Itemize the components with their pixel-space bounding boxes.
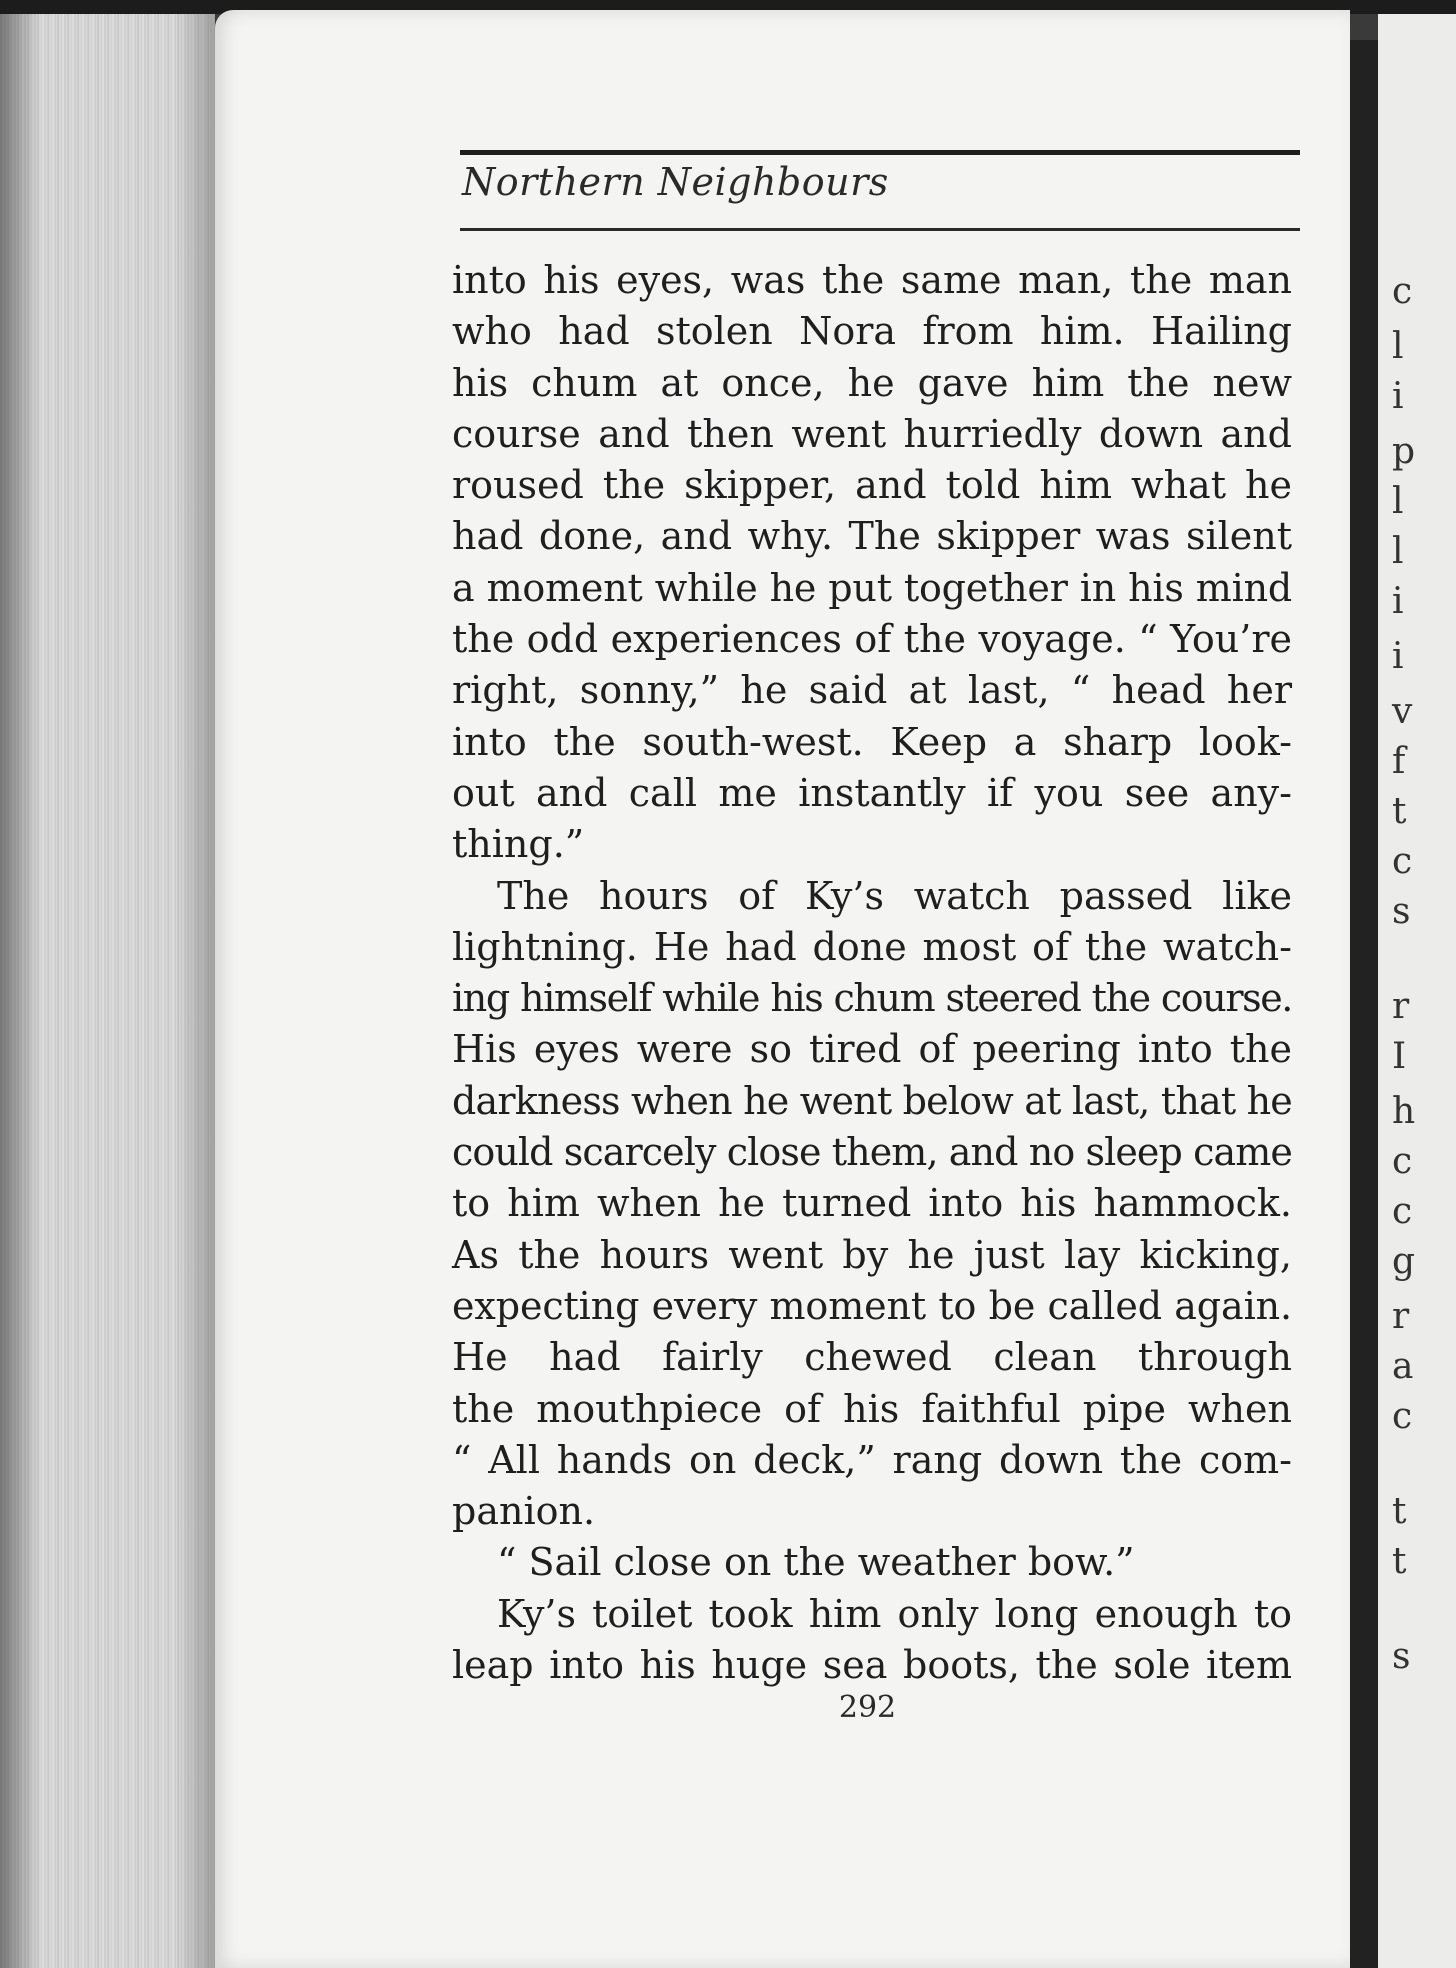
text-line: darkness when he went below at last, that he bbox=[452, 1078, 1292, 1123]
fore-edge-pages bbox=[0, 14, 215, 1968]
text-line: His eyes were so tired of peering into the bbox=[452, 1027, 1292, 1072]
facing-page-letter: r bbox=[1392, 986, 1410, 1027]
text-line: The hours of Ky’s watch passed like bbox=[497, 873, 1292, 918]
text-line: out and call me instantly if you see any- bbox=[452, 770, 1292, 815]
facing-page-letter: l bbox=[1392, 326, 1404, 367]
facing-page-letter: g bbox=[1392, 1241, 1416, 1282]
text-line: the mouthpiece of his faithful pipe when bbox=[452, 1386, 1292, 1431]
facing-page-letter: h bbox=[1392, 1091, 1416, 1132]
facing-page-letter: s bbox=[1392, 1636, 1411, 1677]
text-line: right, sonny,” he said at last, “ head her bbox=[452, 668, 1292, 713]
text-line: a moment while he put together in his mind bbox=[452, 565, 1292, 610]
facing-page-letter: c bbox=[1392, 841, 1413, 882]
facing-page-letter: I bbox=[1392, 1036, 1407, 1077]
facing-page-letter: l bbox=[1392, 481, 1404, 522]
text-line: to him when he turned into his hammock. bbox=[452, 1181, 1292, 1226]
facing-page-letter: t bbox=[1392, 1541, 1407, 1582]
text-line: into the south-west. Keep a sharp look- bbox=[452, 719, 1292, 764]
text-line: expecting every moment to be called again. bbox=[452, 1283, 1292, 1328]
facing-page-letter: c bbox=[1392, 271, 1413, 312]
text-line: As the hours went by he just lay kicking, bbox=[452, 1232, 1292, 1277]
header-rule-top bbox=[460, 150, 1300, 155]
text-line: into his eyes, was the same man, the man bbox=[452, 258, 1292, 302]
page-number: 292 bbox=[838, 1690, 897, 1725]
facing-page-letter: v bbox=[1392, 691, 1413, 732]
text-line: lightning. He had done most of the watch- bbox=[452, 924, 1292, 969]
page-number-row bbox=[0, 1690, 1456, 1725]
text-line: who had stolen Nora from him. Hailing bbox=[452, 309, 1292, 354]
facing-page-letter: s bbox=[1392, 891, 1411, 932]
text-line: Ky’s toilet took him only long enough to bbox=[497, 1591, 1292, 1636]
text-line: leap into his huge sea boots, the sole item bbox=[452, 1643, 1292, 1688]
text-line: “ Sail close on the weather bow.” bbox=[497, 1540, 1135, 1585]
facing-page-edge bbox=[1378, 14, 1456, 1968]
running-head: Northern Neighbours bbox=[462, 160, 889, 204]
text-line: ing himself while his chum steered the course. bbox=[452, 976, 1292, 1021]
text-line: the odd experiences of the voyage. “ You’re bbox=[452, 617, 1292, 662]
header-rule-bottom bbox=[460, 228, 1300, 231]
text-line: could scarcely close them, and no sleep came bbox=[452, 1130, 1292, 1175]
text-line: “ All hands on deck,” rang down the com- bbox=[452, 1437, 1292, 1482]
text-line: roused the skipper, and told him what he bbox=[452, 463, 1292, 508]
text-line: He had fairly chewed clean through bbox=[452, 1335, 1292, 1380]
facing-page-letter: i bbox=[1392, 581, 1404, 622]
book-gutter bbox=[1350, 40, 1378, 1968]
text-line: his chum at once, he gave him the new bbox=[452, 360, 1292, 405]
facing-page-letter: f bbox=[1392, 741, 1406, 782]
facing-page-letter: c bbox=[1392, 1191, 1413, 1232]
text-line: course and then went hurriedly down and bbox=[452, 411, 1292, 456]
facing-page-letter: a bbox=[1392, 1346, 1414, 1387]
facing-page-letter: t bbox=[1392, 1491, 1407, 1532]
facing-page-letter: t bbox=[1392, 791, 1407, 832]
text-line: had done, and why. The skipper was silent bbox=[452, 514, 1292, 559]
page-body-text bbox=[452, 255, 1292, 1691]
facing-page-letter: l bbox=[1392, 531, 1404, 572]
facing-page-letter: p bbox=[1392, 431, 1416, 472]
facing-page-letter: c bbox=[1392, 1141, 1413, 1182]
facing-page-letter: i bbox=[1392, 636, 1404, 677]
facing-page-letter: i bbox=[1392, 376, 1404, 417]
text-line: thing.” bbox=[452, 822, 585, 867]
facing-page-letter: c bbox=[1392, 1396, 1413, 1437]
text-line: panion. bbox=[452, 1489, 596, 1534]
facing-page-letter: r bbox=[1392, 1296, 1410, 1337]
